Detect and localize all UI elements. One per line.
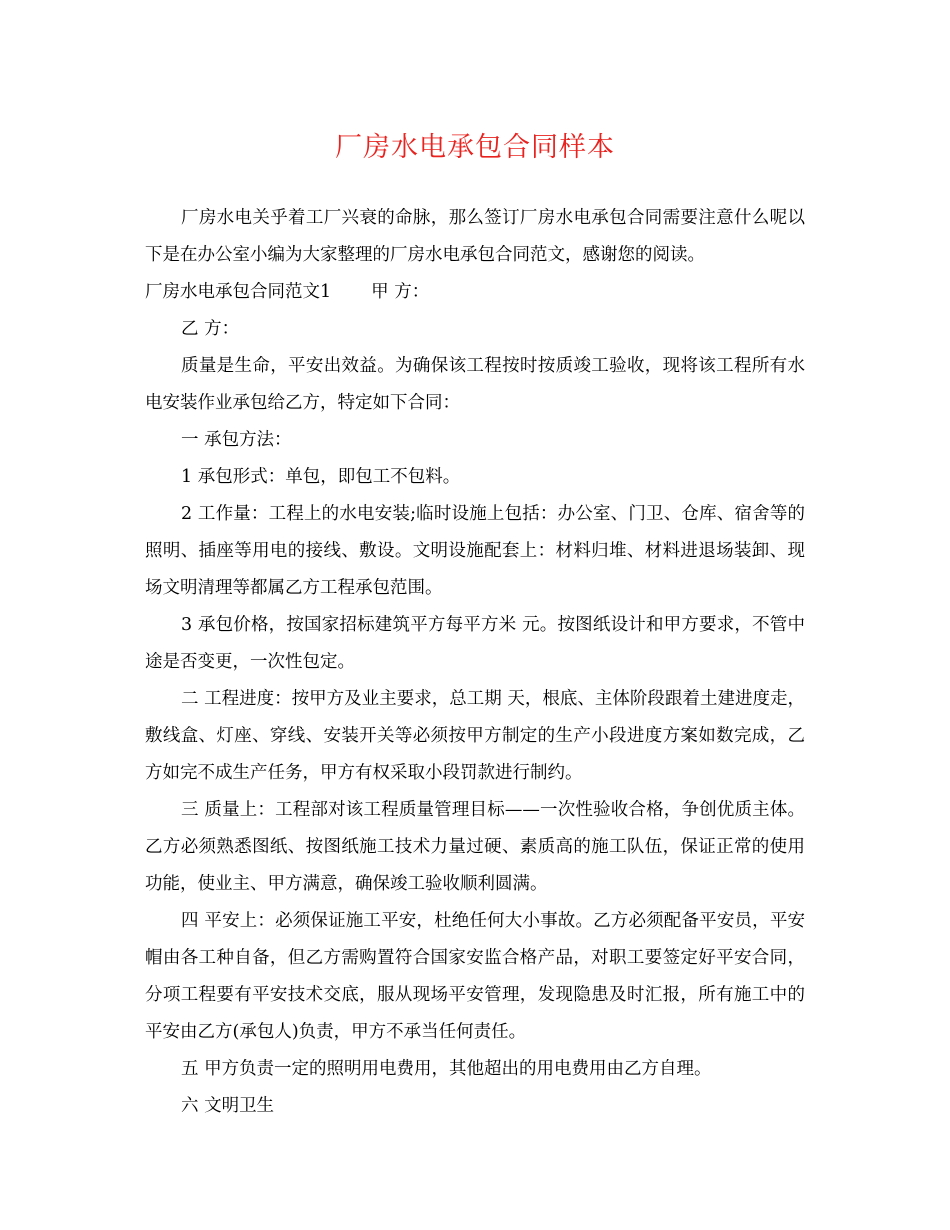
section-5-paragraph: 五 甲方负责一定的照明用电费用，其他超出的用电费用由乙方自理。 bbox=[181, 1059, 712, 1079]
document-title: 厂房水电承包合同样本 bbox=[335, 132, 615, 163]
party-b-label: 乙 方： bbox=[181, 319, 240, 339]
item-3-paragraph: 3 承包价格，按国家招标建筑平方每平方米 元。按图纸设计和甲方要求，不管中途是否变更，一次性包定。 bbox=[145, 615, 805, 672]
sample-heading-line bbox=[145, 274, 805, 311]
document-body bbox=[145, 200, 805, 1125]
item-2-paragraph: 2 工作量：工程上的水电安装;临时设施上包括：办公室、门卫、仓库、宿舍等的照明、插座等用电的接线、敷设。文明设施配套上：材料归堆、材料进退场装卸、现场文明清理等都属乙方工程承包范围。 bbox=[145, 504, 805, 598]
section-3-paragraph: 三 质量上：工程部对该工程质量管理目标——一次性验收合格，争创优质主体。乙方必须熟悉图纸、按图纸施工技术力量过硬、素质高的施工队伍，保证正常的使用功能，使业主、甲方满意，确保竣工验收顺利圆满。 bbox=[145, 800, 805, 894]
party-a-label: 甲 方： bbox=[371, 282, 430, 302]
item-1-paragraph: 1 承包形式：单包，即包工不包料。 bbox=[181, 467, 461, 487]
section-2-paragraph: 二 工程进度：按甲方及业主要求，总工期 天，根底、主体阶段跟着土建进度走，敷线盒、灯座、穿线、安装开关等必须按甲方制定的生产小段进度方案如数完成，乙方如完不成生产任务，甲方有权采取小段罚款进行制约。 bbox=[145, 689, 805, 783]
section-6-heading: 六 文明卫生 bbox=[181, 1096, 275, 1116]
preamble-paragraph: 质量是生命，平安出效益。为确保该工程按时按质竣工验收，现将该工程所有水电安装作业承包给乙方，特定如下合同： bbox=[145, 356, 805, 413]
section-4-paragraph: 四 平安上：必须保证施工平安，杜绝任何大小事故。乙方必须配备平安员，平安帽由各工种自备，但乙方需购置符合国家安监合格产品，对职工要签定好平安合同，分项工程要有平安技术交底，服从现场平安管理，发现隐患及时汇报，所有施工中的平安由乙方(承包人)负责，甲方不承当任何责任。 bbox=[145, 911, 805, 1042]
intro-paragraph: 厂房水电关乎着工厂兴衰的命脉，那么签订厂房水电承包合同需要注意什么呢以下是在办公室小编为大家整理的厂房水电承包合同范文，感谢您的阅读。 bbox=[145, 208, 805, 265]
sample-heading: 厂房水电承包合同范文1 bbox=[145, 282, 332, 302]
section-1-heading: 一 承包方法： bbox=[181, 430, 292, 450]
